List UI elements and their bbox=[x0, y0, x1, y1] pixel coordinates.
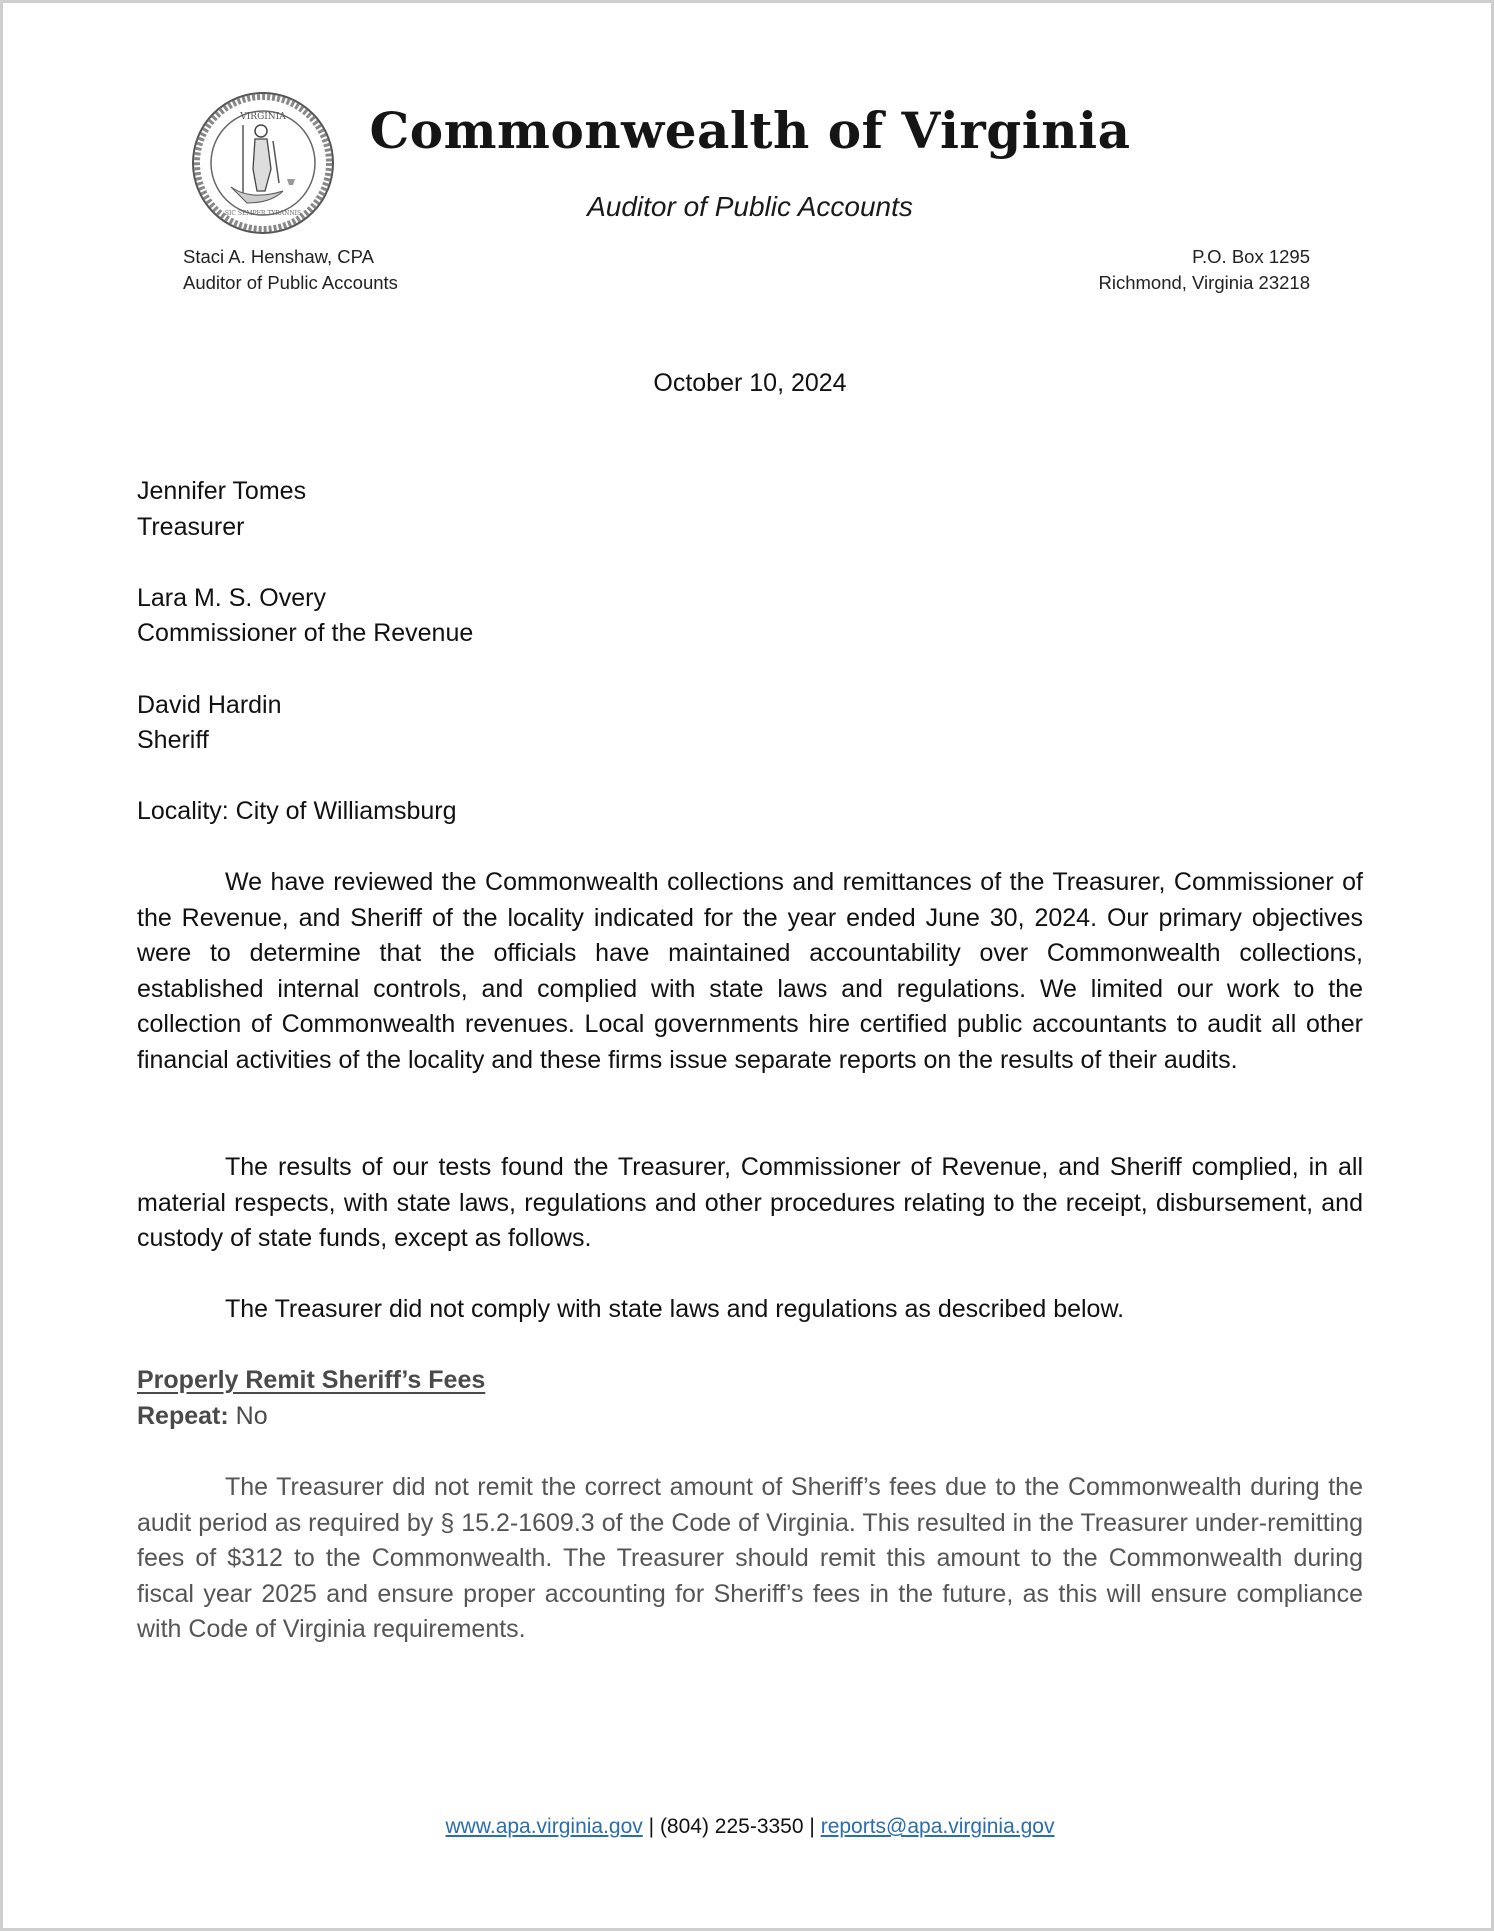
recipients bbox=[137, 474, 1363, 830]
recipient bbox=[137, 688, 1363, 759]
letterhead-title: Commonwealth of Virginia bbox=[369, 101, 1131, 160]
repeat-value: No bbox=[235, 1401, 268, 1430]
paragraph-text: The Treasurer did not comply with state laws and regulations as described below. bbox=[225, 1295, 1125, 1323]
finding-repeat bbox=[137, 1399, 1363, 1435]
finding-body bbox=[137, 1470, 1363, 1648]
recipient bbox=[137, 581, 1363, 652]
letterhead-subtitle: Auditor of Public Accounts bbox=[587, 191, 913, 222]
letter-date: October 10, 2024 bbox=[653, 369, 847, 397]
recipient-name: David Hardin bbox=[137, 690, 282, 719]
po-box: P.O. Box 1295 bbox=[1192, 246, 1310, 267]
city-state-zip: Richmond, Virginia 23218 bbox=[1098, 272, 1310, 293]
finding-title: Properly Remit Sheriff’s Fees bbox=[137, 1366, 486, 1394]
paragraph-text: We have reviewed the Commonwealth collections and remittances of the Treasurer, Commissioner of the Revenue, and Sheriff of the locality indicated for the year ended June 30, 2024. Our primary objectives were to determine that the officials have maintained accountability over Commonwealth collections, established internal controls, and complied with state laws and regulations. We limited our work to the collection of Commonwealth revenues. Local governments hire certified public accountants to audit all other financial activities of the locality and these firms issue separate reports on the results of their audits. bbox=[137, 868, 1363, 1074]
recipient bbox=[137, 474, 1363, 545]
mailing-address bbox=[1098, 244, 1310, 296]
footer-separator: | bbox=[648, 1815, 655, 1838]
finding-header bbox=[137, 1363, 1363, 1434]
footer-separator: | bbox=[809, 1815, 815, 1838]
recipient-name: Lara M. S. Overy bbox=[137, 583, 326, 612]
recipient-title: Treasurer bbox=[137, 512, 245, 541]
paragraph-text: The results of our tests found the Treasurer, Commissioner of Revenue, and Sheriff complied, in all material respects, with state laws, regulations and other procedures relating to the receipt, disbursement, and custody of state funds, except as follows. bbox=[137, 1153, 1363, 1253]
body-paragraph-1 bbox=[137, 865, 1363, 1079]
recipient-title: Sheriff bbox=[137, 726, 209, 755]
email-link[interactable]: reports@apa.virginia.gov bbox=[820, 1815, 1055, 1838]
seal-motto: SIC SEMPER TYRANNIS bbox=[224, 210, 302, 217]
auditor-title: Auditor of Public Accounts bbox=[183, 272, 398, 293]
phone-number: (804) 225-3350 bbox=[659, 1815, 804, 1838]
auditor-name: Staci A. Henshaw, CPA bbox=[183, 246, 374, 267]
locality: Locality: City of Williamsburg bbox=[137, 797, 457, 826]
recipient-title: Commissioner of the Revenue bbox=[137, 619, 474, 648]
footer-contact bbox=[3, 1815, 1494, 1839]
recipient-name: Jennifer Tomes bbox=[137, 477, 307, 505]
website-link[interactable]: www.apa.virginia.gov bbox=[445, 1815, 643, 1838]
body-paragraph-2 bbox=[137, 1150, 1363, 1257]
repeat-label: Repeat: bbox=[137, 1401, 229, 1430]
seal-top-text: VIRGINIA bbox=[240, 112, 286, 122]
auditor-info bbox=[183, 244, 398, 296]
finding-text: The Treasurer did not remit the correct amount of Sheriff’s fees due to the Commonwealth during the audit period as required by § 15.2-1609.3 of the Code of Virginia. This resulted in the Treasurer under-remitting fees of $312 to the Commonwealth. The Treasurer should remit this amount to the Commonwealth during fiscal year 2025 and ensure proper accounting for Sheriff’s fees in the future, as this will ensure compliance with Code of Virginia requirements. bbox=[137, 1473, 1363, 1644]
body-paragraph-3 bbox=[137, 1292, 1363, 1328]
